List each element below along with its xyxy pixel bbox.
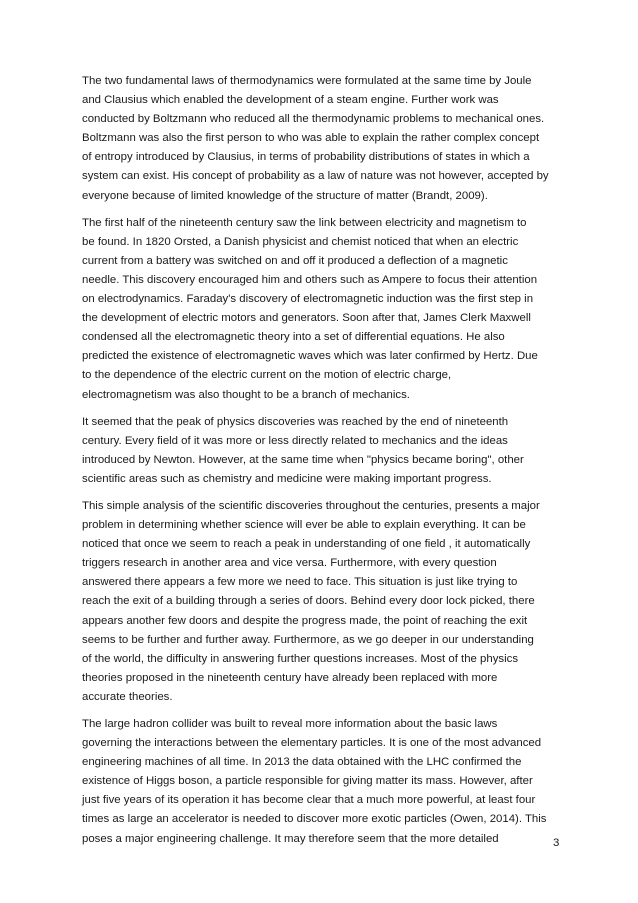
- paragraph: [82, 72, 564, 206]
- text-line: just five years of its operation it has become clear that a much more powerful, at least four: [82, 794, 536, 807]
- text-line: seems to be further and further away. Furthermore, as we go deeper in our understanding: [82, 633, 534, 646]
- text-line: noticed that once we seem to reach a peak in understanding of one field , it automatically: [82, 538, 531, 551]
- text-line: appears another few doors and despite the progress made, the point of reaching the exit: [82, 614, 528, 627]
- text-line: Boltzmann was also the first person to who was able to explain the rather complex concept: [82, 132, 540, 145]
- text-line: It seemed that the peak of physics discoveries was reached by the end of nineteenth: [82, 415, 509, 428]
- text-line: problem in determining whether science will ever be able to explain everything. It can be: [82, 519, 526, 532]
- text-line: conducted by Boltzmann who reduced all the thermodynamic problems to mechanical ones.: [82, 113, 545, 126]
- text-line: of the world, the difficulty in answering further questions increases. Most of the physics: [82, 652, 519, 665]
- text-line: electromagnetism was also thought to be a branch of mechanics.: [82, 388, 410, 401]
- page-number: 3: [553, 837, 560, 849]
- text-line: of entropy introduced by Clausius, in terms of probability distributions of states in which a: [82, 151, 530, 164]
- text-line: system can exist. His concept of probability as a law of nature was not however, accepted by: [82, 170, 549, 183]
- document-body: [82, 72, 564, 857]
- text-line: theories proposed in the nineteenth century have already been replaced with more: [82, 671, 498, 684]
- text-line: everyone because of limited knowledge of the structure of matter (Brandt, 2009).: [82, 189, 488, 202]
- text-line: triggers research in another area and vice versa. Furthermore, with every question: [82, 557, 497, 570]
- text-line: predicted the existence of electromagnetic waves which was later confirmed by Hertz. Due: [82, 350, 538, 363]
- text-line: reach the exit of a building through a series of doors. Behind every door lock picked, there: [82, 595, 535, 608]
- text-line: The large hadron collider was built to reveal more information about the basic laws: [82, 718, 498, 730]
- paragraph: [82, 413, 564, 489]
- text-line: governing the interactions between the elementary particles. It is one of the most advanced: [82, 737, 542, 750]
- text-line: century. Every field of it was more or less directly related to mechanics and the ideas: [82, 434, 508, 447]
- text-line: condensed all the electromagnetic theory into a set of differential equations. He also: [82, 331, 505, 344]
- text-line: accurate theories.: [82, 690, 173, 703]
- paragraph: [82, 214, 564, 405]
- text-line: scientific areas such as chemistry and medicine were making important progress.: [82, 472, 492, 485]
- text-line: times as large an accelerator is needed to discover more exotic particles (Owen, 2014). This: [82, 813, 547, 826]
- text-line: introduced by Newton. However, at the same time when "physics became boring", other: [82, 453, 524, 466]
- text-line: be found. In 1820 Orsted, a Danish physicist and chemist noticed that when an electric: [82, 235, 519, 248]
- paragraph: [82, 497, 564, 707]
- text-line: engineering machines of all time. In 2013 the data obtained with the LHC confirmed the: [82, 756, 522, 769]
- text-line: The first half of the nineteenth century saw the link between electricity and magnetism to: [82, 216, 527, 229]
- text-line: on electrodynamics. Faraday's discovery of electromagnetic induction was the first step in: [82, 293, 534, 306]
- text-line: needle. This discovery encouraged him and others such as Ampere to focus their attention: [82, 273, 538, 286]
- text-line: the development of electric motors and generators. Soon after that, James Clerk Maxwell: [82, 312, 531, 325]
- text-line: and Clausius which enabled the development of a steam engine. Further work was: [82, 94, 499, 107]
- text-line: current from a battery was switched on and off it produced a deflection of a magnetic: [82, 254, 508, 267]
- text-line: The two fundamental laws of thermodynamics were formulated at the same time by Joule: [82, 75, 532, 87]
- text-line: poses a major engineering challenge. It may therefore seem that the more detailed: [82, 832, 499, 845]
- text-line: answered there appears a few more we need to face. This situation is just like trying to: [82, 576, 518, 589]
- text-line: existence of Higgs boson, a particle responsible for giving matter its mass. However, after: [82, 775, 533, 788]
- paragraph: [82, 715, 564, 849]
- text-line: to the dependence of the electric current on the motion of electric charge,: [82, 369, 452, 382]
- text-line: This simple analysis of the scientific discoveries throughout the centuries, presents a major: [82, 499, 540, 512]
